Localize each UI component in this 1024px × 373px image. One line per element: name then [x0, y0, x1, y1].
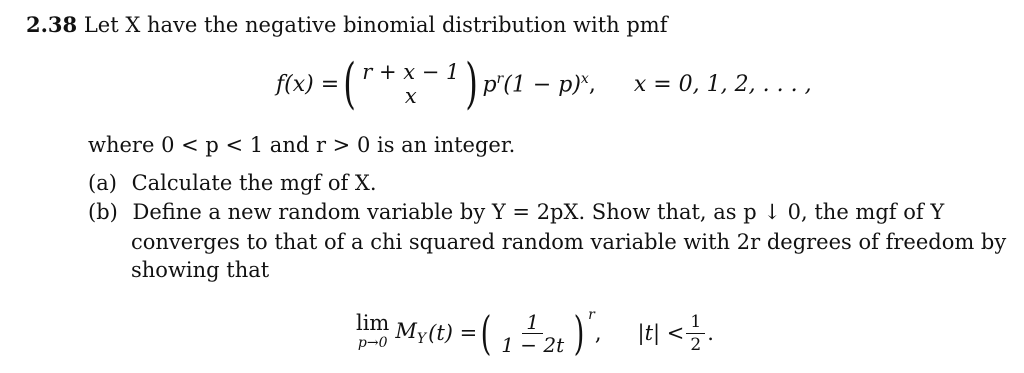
binom-top: r + x − 1 [362, 60, 460, 84]
pmf-domain: x = 0, 1, 2, . . . , [633, 71, 812, 97]
part-a-text: Calculate the mgf of X. [131, 171, 377, 195]
pmf-formula: f(x) = ( r + x − 1 x ) $p^r$ $(1 - p)^x$ , x = 0, 1, 2, . . . , [276, 52, 812, 115]
mgf-arg: (t) = [428, 321, 478, 345]
t-condition: |t| < [637, 321, 685, 345]
frac-left-paren: ( [480, 306, 492, 360]
limit-fraction: $\frac{1}{1 - 2t}$ [501, 309, 565, 357]
pmf-lhs: f(x) = [276, 71, 340, 97]
frac-right-paren: ) [573, 306, 585, 360]
binom-right-paren: ) [465, 52, 479, 115]
part-a [88, 170, 377, 196]
limit-formula: lim p→0 $M_Y$ (t) = ( $\frac{1}{1 - 2t}$ ) $^r$ , |t| < $\frac{1}{2}$ . [356, 306, 714, 360]
binom-left-paren: ( [343, 52, 357, 115]
half-fraction: $\frac{1}{2}$ [686, 311, 705, 356]
mgf-symbol: $M_Y$ [395, 318, 427, 348]
part-b-label: (b) [88, 200, 118, 224]
part-b-line2: converges to that of a chi squared random variable with 2r degrees of freedom by [131, 230, 1007, 254]
part-a-label: (a) [88, 171, 117, 195]
p-term: $p^r$ [482, 70, 504, 98]
problem-number: 2.38 [26, 12, 78, 37]
limit-operator: lim p→0 [356, 311, 390, 351]
problem-header [26, 12, 668, 38]
part-b-line1: Define a new random variable by Y = 2pX. Show that, as p ↓ 0, the mgf of Y [132, 200, 945, 224]
condition-text: where 0 < p < 1 and r > 0 is an integer. [88, 133, 516, 157]
problem-intro: Let X have the negative binomial distribution with pmf [83, 13, 668, 37]
q-term: $(1 - p)^x$ [503, 70, 589, 98]
binom-bottom: x [404, 84, 417, 108]
part-b [88, 199, 944, 225]
part-b-line3: showing that [131, 258, 270, 282]
binomial-coefficient [362, 60, 459, 108]
limit-exponent: r [588, 307, 595, 323]
